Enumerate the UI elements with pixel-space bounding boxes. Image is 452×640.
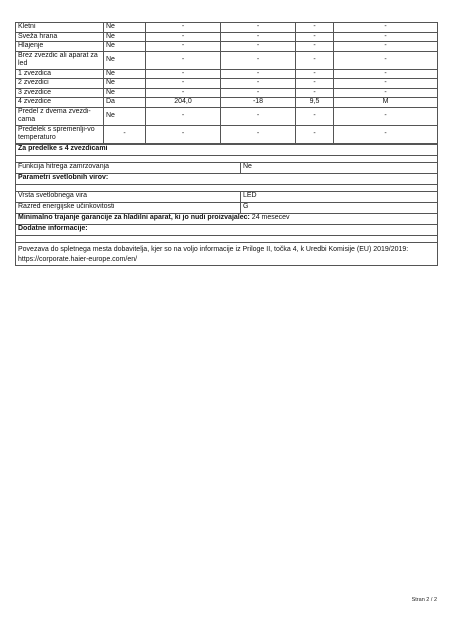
light-type-label: Vrsta svetlobnega vira: [16, 191, 241, 202]
compartment-present: Da: [104, 98, 146, 108]
light-header: Parametri svetlobnih virov:: [16, 173, 438, 184]
compartment-table-body: [16, 23, 438, 144]
supplier-link[interactable]: https://corporate.haier-europe.com/en/: [18, 255, 138, 263]
four-star-header-row: [16, 144, 438, 155]
compartment-present: Ne: [104, 32, 146, 42]
energy-class-label: Razred energijske učinkovitosti: [16, 202, 241, 213]
extra-info-text: Povezava do spletnega mesta dobavitelja, kjer so na voljo informacije iz Priloge II, točka 4, k Uredbi Komisije (EU) 2019/2019:: [18, 245, 409, 253]
compartment-climate: -: [334, 51, 438, 69]
compartment-volume: -: [146, 107, 221, 125]
compartment-climate: M: [334, 98, 438, 108]
compartment-freeze: -: [296, 79, 334, 89]
light-type-row: [16, 191, 438, 202]
extra-info-cell: [16, 242, 438, 265]
compartment-row: [16, 32, 438, 42]
datasheet: [15, 22, 437, 266]
compartment-row: [16, 107, 438, 125]
compartment-climate: -: [334, 79, 438, 89]
compartment-temp: -: [221, 125, 296, 143]
compartment-volume: -: [146, 88, 221, 98]
compartment-name: Sveža hrana: [16, 32, 104, 42]
compartment-name: Predelek s spremenlji-vo temperaturo: [16, 125, 104, 143]
compartment-name: Predel z dvema zvezdi-cama: [16, 107, 104, 125]
compartment-volume: -: [146, 69, 221, 79]
warranty-row: [16, 213, 438, 224]
compartment-volume: 204,0: [146, 98, 221, 108]
compartment-climate: -: [334, 88, 438, 98]
compartment-name: 4 zvezdice: [16, 98, 104, 108]
spacer: [16, 184, 438, 191]
compartment-climate: -: [334, 69, 438, 79]
compartment-row: [16, 98, 438, 108]
compartment-temp: -18: [221, 98, 296, 108]
compartment-freeze: -: [296, 88, 334, 98]
compartment-freeze: 9,5: [296, 98, 334, 108]
compartment-freeze: -: [296, 125, 334, 143]
compartment-name: 1 zvezdica: [16, 69, 104, 79]
page-number: [412, 597, 437, 603]
compartment-present: Ne: [104, 79, 146, 89]
compartment-name: Hlajenje: [16, 42, 104, 52]
spacer: [16, 155, 438, 162]
compartment-row: [16, 23, 438, 33]
warranty-label: Minimalno trajanje garancije za hladilni aparat, ki jo nudi proizvajalec:: [18, 214, 250, 222]
compartment-freeze: -: [296, 107, 334, 125]
light-header-row: [16, 173, 438, 184]
compartment-present: Ne: [104, 69, 146, 79]
light-type-value: LED: [241, 191, 438, 202]
extra-info-row: [16, 242, 438, 265]
fast-freeze-label: Funkcija hitrega zamrzovanja: [16, 162, 241, 173]
compartment-present: Ne: [104, 51, 146, 69]
energy-class-row: [16, 202, 438, 213]
compartment-volume: -: [146, 23, 221, 33]
compartment-volume: -: [146, 51, 221, 69]
compartment-present: Ne: [104, 88, 146, 98]
fast-freeze-value: Ne: [241, 162, 438, 173]
compartment-temp: -: [221, 32, 296, 42]
compartment-temp: -: [221, 88, 296, 98]
compartment-climate: -: [334, 107, 438, 125]
compartment-present: -: [104, 125, 146, 143]
fast-freeze-row: [16, 162, 438, 173]
compartment-present: Ne: [104, 42, 146, 52]
compartment-name: 2 zvezdici: [16, 79, 104, 89]
compartment-temp: -: [221, 51, 296, 69]
compartment-freeze: -: [296, 69, 334, 79]
compartment-present: Ne: [104, 107, 146, 125]
compartment-present: Ne: [104, 23, 146, 33]
compartment-freeze: -: [296, 23, 334, 33]
page-value: 2 / 2: [426, 597, 437, 603]
compartment-temp: -: [221, 42, 296, 52]
compartment-climate: -: [334, 32, 438, 42]
compartment-volume: -: [146, 42, 221, 52]
compartment-freeze: -: [296, 51, 334, 69]
compartment-table: [15, 22, 438, 144]
compartment-volume: -: [146, 125, 221, 143]
compartment-row: [16, 69, 438, 79]
four-star-section: [15, 144, 438, 266]
compartment-freeze: -: [296, 32, 334, 42]
compartment-row: [16, 125, 438, 143]
energy-class-value: G: [241, 202, 438, 213]
compartment-volume: -: [146, 79, 221, 89]
compartment-temp: -: [221, 69, 296, 79]
compartment-temp: -: [221, 79, 296, 89]
compartment-row: [16, 42, 438, 52]
warranty-cell: [16, 213, 438, 224]
warranty-value: 24 mesecev: [251, 214, 290, 222]
four-star-header: Za predelke s 4 zvezdicami: [16, 144, 438, 155]
page-label: Stran: [411, 597, 425, 603]
compartment-row: [16, 88, 438, 98]
compartment-row: [16, 51, 438, 69]
compartment-climate: -: [334, 23, 438, 33]
spacer: [16, 235, 438, 242]
compartment-freeze: -: [296, 42, 334, 52]
extra-header-row: [16, 224, 438, 235]
compartment-volume: -: [146, 32, 221, 42]
compartment-climate: -: [334, 125, 438, 143]
compartment-temp: -: [221, 23, 296, 33]
compartment-name: Brez zvezdic ali aparat za led: [16, 51, 104, 69]
extra-header: Dodatne informacije:: [16, 224, 438, 235]
compartment-name: Kletni: [16, 23, 104, 33]
compartment-name: 3 zvezdice: [16, 88, 104, 98]
compartment-climate: -: [334, 42, 438, 52]
compartment-temp: -: [221, 107, 296, 125]
compartment-row: [16, 79, 438, 89]
